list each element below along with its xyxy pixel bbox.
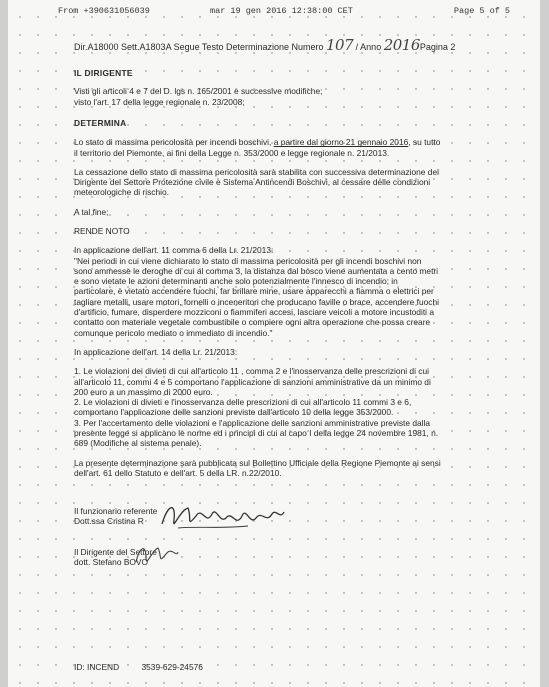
funzionario-name: Dott.ssa Cristina R [74, 516, 144, 527]
sanction-line: 200 euro a un massimo di 2000 euro. [74, 386, 213, 397]
determina-p1-text-a: Lo stato di massima pericolosità per incendi boschivi, [74, 137, 272, 148]
quote-line: particolare, è vietato accendere fuochi, far brillare mine, usare apparecchi a fiamma o elettrici per [74, 286, 434, 297]
sanction-line: 2. Le violazioni di divieti e l'inosservanza delle prescrizioni di cui all'articolo 11 commi 3 e 6, [74, 397, 412, 408]
sanction-line: presente legge si applicano le norme ed i principi di cui al capo I della legge 24 novembre 1981, n. [74, 428, 439, 439]
document-id [74, 662, 203, 672]
funzionario-block [74, 506, 516, 527]
publication-line-2: dell'art. 61 dello Statuto e dell'art. 5 della LR. n.22/2010. [74, 467, 282, 478]
rende-noto-heading: RENDE NOTO [74, 226, 130, 236]
determina-heading: DETERMINA [74, 118, 127, 128]
dirigente-heading: IL DIRIGENTE [74, 68, 133, 78]
fax-date: mar 19 gen 2016 12:38:00 CET [210, 6, 353, 16]
sanction-line: 1. Le violazioni dei divieti di cui all'articolo 11 , comma 2 e l'inosservanza delle prescrizioni di cui [74, 366, 429, 377]
publication-line-1: La presente determinazione sarà pubblicata sul Bollettino Ufficiale della Regione Piemonte ai sensi [74, 457, 441, 468]
dirigente-line-1: Visti gli articoli 4 e 7 del D. lgs n. 165/2001 e successive modifiche; [74, 86, 323, 97]
rende-noto-section [74, 226, 516, 478]
handwritten-number: 107 [326, 36, 354, 54]
dirigente-title: Il Dirigente del Settore [74, 547, 157, 557]
determina-p2-line-1: La cessazione dello stato di massima pericolosità sarà stabilita con successiva determinazione del [74, 166, 439, 177]
quote-line: comunque pericolo mediato o immediato di incendio." [74, 327, 273, 338]
document-id-value: 3539-629-24576 [141, 662, 203, 672]
quote-line: tagliare metalli, usare motori, fornelli o inceneritori che producano faville o brace, accendere fuochi [74, 296, 439, 307]
determina-section [74, 118, 516, 217]
quote-line: "Nei periodi in cui viene dichiarato lo stato di massima pericolosità per gli incendi boschivi non [74, 255, 422, 266]
document-page [8, 0, 540, 687]
header-prefix: Dir.A18000 Sett.A1803A Segue Testo Determinazione Numero [74, 42, 324, 52]
dirigente-line-2: visto l'art. 17 della legge regionale n. 23/2008; [74, 96, 245, 107]
determina-p1-line-2: il territorio del Piemonte, ai fini della Legge n. 353/2000 e legge regionale n. 21/2013. [74, 147, 390, 158]
handwritten-signature-dirigente [132, 540, 182, 570]
rende-noto-intro-2: In applicazione dell'art. 14 della Lr. 21/2013: [74, 346, 238, 357]
quote-line: d'artificio, fumare, disperdere mozziconi o fiammiferi accesi, lasciare veicoli a motore incustoditi a [74, 307, 435, 318]
determina-p2-line-2: Dirigente del Settore Protezione civile e Sistema Antincendi Boschivi, al cessare delle condizioni [74, 177, 431, 188]
a-tal-fine: A tal fine; [74, 206, 109, 217]
fax-header [58, 6, 510, 18]
determina-p1-date: a partire dal giorno 21 gennaio 2016 [273, 137, 409, 148]
rende-noto-intro-1: In applicazione dell'art. 11 comma 6 della Lr. 21/2013: [74, 245, 274, 256]
sanction-line: comportano l'applicazione delle sanzioni previste dall'articolo 10 della legge 353/2000. [74, 407, 394, 418]
dirigente-section [74, 68, 516, 107]
header-anno-label: / Anno [355, 42, 382, 52]
determina-p1-line-1 [74, 137, 516, 147]
fax-page: Page 5 of 5 [453, 6, 510, 16]
sanction-line: 3. Per l'accertamento delle violazioni e l'applicazione delle sanzioni amministrative previste dalla [74, 417, 431, 428]
quote-line: contatto con materiale vegetale combustibile o compiere ogni altra operazione che possa creare [74, 317, 431, 328]
quote-line: e sono vietate le azioni determinanti anche solo potenzialmente l'innesco di incendio; in [74, 276, 398, 287]
quote-line: sono ammesse le deroghe di cui al comma 3, la distanza dal bosco viene aumentata a cento metri [74, 265, 439, 276]
sanction-line: 689 (Modifiche al sistema penale). [74, 438, 202, 449]
header-page-label: Pagina 2 [419, 42, 456, 52]
fax-from: From +390631056039 [58, 6, 150, 16]
document-id-label: ID: INCEND [74, 662, 120, 672]
sanction-line: all'articolo 11, commi 4 e 5 comportano l'applicazione di sanzioni amministrative da un minimo di [74, 376, 431, 387]
determina-p1-text-c: , su tutto [408, 137, 441, 148]
handwritten-signature-funzionario [158, 498, 288, 538]
handwritten-year: 2016 [383, 36, 420, 54]
document-header [74, 36, 455, 54]
funzionario-title: Il funzionario referente [74, 506, 158, 516]
dirigente-name: dott. Stefano BOVO [74, 557, 149, 568]
determina-p2-line-3: meteorologiche di rischio. [74, 187, 169, 198]
